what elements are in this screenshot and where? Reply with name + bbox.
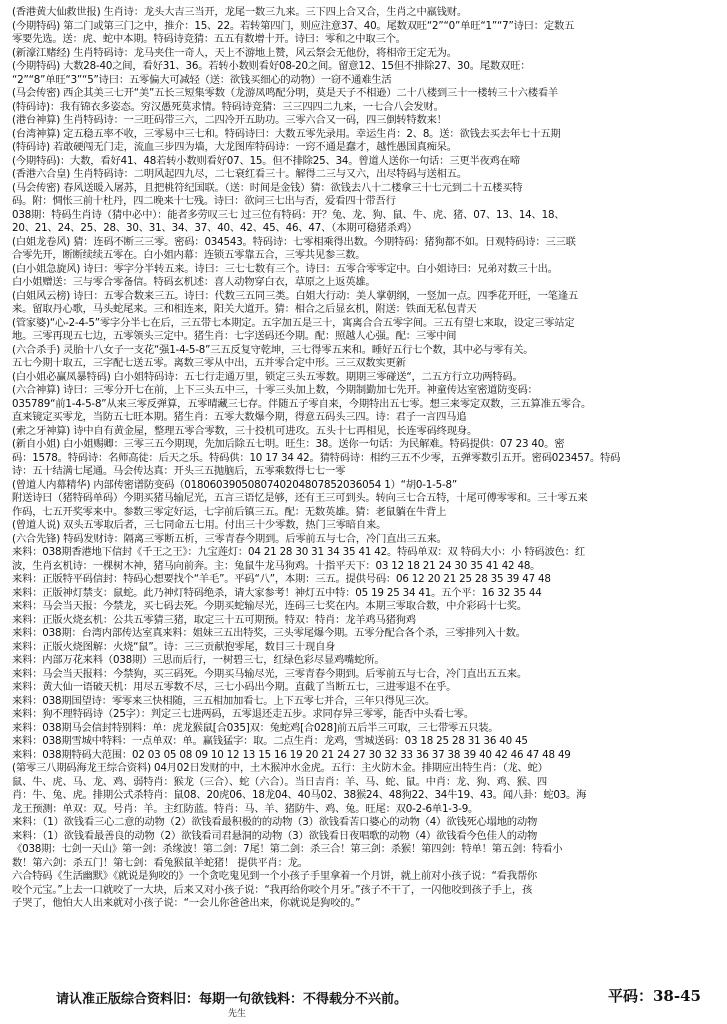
text-line: 来料：038期马会信封特别料：单：虎龙猴鼠[合035]双：兔蛇鸡[合028]前五后半三可取，三七带零五只装。	[12, 721, 499, 734]
text-line: (特码诗) 若敢硬闯无门走，流血三步四为墙，大龙图库特码诗：一窍不通是蠢才，越性愚国真痴呆。	[12, 141, 457, 153]
footer-slogan: 请认准正版综合资料旧：每期一句欲钱料：不得载分不兴前。	[56, 992, 408, 1007]
footer-code: 平码：38-45	[608, 987, 701, 1005]
text-line: (六合先锋) 特码发财诗：隔离三零断五析，三零青春今期到。后零前五与七合，冷门直出三五来。	[12, 532, 447, 545]
text-line: 来料：038期国望诗：零零来三快相随，三五相加加看七。上下五零七并合，三年只得见三次。	[12, 694, 435, 707]
text-line: 诗：五十结满七尾通。马会传达真：开头三五抛脑后，五零乘数得七七一零	[12, 465, 346, 477]
text-line: (曾道人说) 双头五零取后者，三七同命五七用。付出三十少零数，热门三零暗自来。	[12, 519, 387, 531]
text-line: 来料：正版神灯禁支：鼠蛇。此乃神灯特码绝杀，请大家参考！神灯五中特：05 19 25 34 41。五个平：16 32 35 44	[12, 586, 542, 599]
text-line: 038期：特码生肖诗（猜中必中）：能者多劳叹三七 过三位有特码：开？兔、龙、狗、鼠、牛、虎、猪、07、13、14、18、	[12, 208, 565, 221]
text-line: 龙王预测：单双：双。号肖：羊。主红防蓝。特肖：马、羊、猪防牛、鸡、兔。旺尾：双0-2-6单1-3-9。	[12, 802, 479, 815]
text-line: (香港黄大仙救世报) 生肖诗：龙头大吉三当开，龙尾一数三九来。三下四上合又合，生肖之中羸钱财。	[12, 6, 467, 18]
text-line: 来料：狗不理特码诗（25字）：判定三七进两码，五零退还走五步。求同存异三零零，能否中头看七零。	[12, 708, 474, 720]
text-line: 20、21、24、25、28、30、31、34、37、40、42、45、46、47、（本期可稳猪杀鸡）	[12, 222, 417, 234]
text-line: 子哭了，他怕大人出来就对小孩子说：“一会儿你爸爸出来，你就说是狗咬的。”	[12, 897, 361, 909]
text-line: 来料：黄大仙一语破天机：用尽五零数不尽，三七小码出今期。直截了当断五七，三进零退不在乎。	[12, 681, 457, 693]
text-line: (白姐风云榜) 诗曰：五零合数来三五。诗曰：代数三五同三类。白姐大行动：美人掌朝纲，一竖加一点。四季花开旺，一笔逢五	[12, 289, 579, 302]
text-line: 来料：038期香港地下信封《千王之王》：九宝莲灯：04 21 28 30 31 34 35 41 42。特码单双：双 特码大小：小 特码波色：红	[12, 546, 585, 558]
text-line: 码：1578。特码诗：名师高徒：后天之乐。特码供：10 17 34 42。猜特码诗：相约三五不少零，五弹零数引五开。密码023457。特码	[12, 451, 621, 464]
footer-subtext: 先生	[228, 1009, 247, 1018]
text-line: (白姐龙卷风) 猜：连码不断三三零。密码：034543。特码诗：七零相乘得出数。今期特码：猪狗都不如。日观特码诗：三三联	[12, 235, 576, 248]
text-line: 来。留取丹心歌，马头蛇尾来。三和相连来，阳关大道开。猜：相合之后显玄机，附送：铁面无私包青天	[12, 303, 477, 315]
text-line: (新濠江赌经) 生肖特码诗：龙马夹住一奇人，天上不游地上赞，风云祭会无他份，将相帝王定无为。	[12, 46, 457, 59]
text-line: 来料：038期特码大范围：02 03 05 08 09 10 12 13 15 16 19 20 21 24 27 30 32 33 36 37 38 39 40 42 46 47 48 49	[12, 748, 571, 761]
text-line: 来料：马会当天报：今禁龙，买七码去死。今期买蛇输尽光，连码三七奖在内。本期三零取合数，中介彩码十七奖。	[12, 600, 527, 612]
text-line: 地。三零再现五七边，五零领头三定中。猪生肖：七字送码还今期。配：照越人心强。配：三零中间	[12, 330, 457, 342]
text-line: (马会传密) 春风送暖入屠苏，且把桃符纪国联。（送：时间是金钱）猜：欲钱去八十二楼拿三十七元到二十五楼买特	[12, 181, 523, 194]
text-line: 来料：正版火烧图解：火烧“鼠”。诗：三三贡献抱零尾，数目三十现自身	[12, 640, 336, 653]
text-line: (管家婆)“心-2-4-5”零字分半七在后，三五带七本期定。五字加五是三十，寓离合合五零字间。三五有望七来取，设定三零站定	[12, 316, 575, 329]
text-line: (六合神算) 诗曰：三零分开七在前，上下三头五中三，十零三头加上数，今期制勤加七先开。神童传达室密道防变码：	[12, 384, 538, 396]
text-line: 来料：正版火烧玄机：公共五零猜三猪，取定三十五可期预。特双：特肖：龙羊鸡马猪狗鸡	[12, 613, 416, 626]
text-line: 码。附：惆怅三前十杜丹，四二晚来十七残。诗曰：欲问三七出与否，爱看四十带吾行	[12, 195, 396, 207]
text-line: 来料：038期：台湾内部传达室真来料：姐妹三五出特奖，三头零尾爆今期。五零分配合各个杀，三零排列入十数。	[12, 627, 526, 639]
text-line: 六合特码《生活幽默》《就说是狗咬的》一个贪吃鬼见到一个小孩子手里拿着一个月饼，就上前对小孩子说：“看我帮你	[12, 870, 538, 882]
text-line: 《038期：七剑一天山》第一剑：杀缘波！第二剑：7尾！第二剑：杀三合！第三剑：杀猴！第四剑：特单！第五剑：特看小	[12, 843, 563, 855]
text-line: (第零三八期码海龙王综合资料) 04月02日发财的中，土木猴冲水金虎。五行：主火防木金。排期应出特生肖：（龙、蛇）	[12, 762, 548, 774]
text-line: (白小姐急旋风) 诗曰：零字分半转五来。诗曰：三七七数有三个。诗曰：五零合零零定中。白小姐诗曰：兄弟对数三十出。	[12, 262, 558, 275]
text-line: “2”“8”单旺“3”“5”诗曰：五零偏大可减轻（送：欲钱买细心的动物）一窃不通难生活	[12, 73, 392, 86]
text-line: (马会传密) 西企其美三七开“美”五长三短集零数（龙游凤鸣配分明，莫是天子不相逊）二十八楼到三十一楼转三十六楼看羊	[12, 87, 559, 99]
text-line: (今期特码) 第二门或第三门之中，推介：15、22。若转第四门，则应注意37、40。尾数双旺“2”“0”单旺“1”“7”诗曰：定数五	[12, 19, 575, 32]
text-line: (白小姐必赢凤暴特码) 白小姐特码诗：五七行走通万里，锁定三头五零数。期期三零碰送“，二五方行立功两特码。	[12, 370, 523, 383]
text-line: 来料：正版特平码信封：特码心想要找个“羊毛”。平码“八”，本期：三五。提供号码：06 12 20 21 25 28 35 39 47 48	[12, 573, 551, 585]
text-line: 数！第六剑：杀五门！第七剑：看兔猴鼠羊蛇猪！ 提供平肖：龙。	[12, 856, 308, 869]
text-line: (曾道人内幕精华) 内部传密谱防变码（0180603905080740204807852036054 1）“胡0-1-5-8”	[12, 478, 457, 491]
text-line: (香港六合皇) 生肖特码诗：二明风起四九尽，二七衰红看三十。解得二三与又六，出尽特码与送相五。	[12, 168, 467, 180]
text-line: 035789“前1-4-5-8”从来三零反弹算，五零晴藏三七存。伴随五子零自来，今期特出五七零。想三来零定双数，三五算准五零合。	[12, 397, 592, 410]
text-line: (新自小姐) 白小姐赐卿：三零三五今期现，先加后除五七明。旺生：38。送你一句话：为民解难。特码提供：07 23 40。密	[12, 438, 565, 450]
newspaper-page	[12, 6, 715, 1018]
article-body	[12, 6, 715, 911]
text-line: 鼠、牛、虎、马、龙、鸡、弱特肖：猴龙（三合）、蛇（六合）。当日吉肖：羊、马、蛇、鼠。中肖：龙、狗、鸡、猴、四	[12, 775, 547, 788]
text-line: 肖：牛、兔、虎。排期公式杀特肖：鼠08、20虎06、18龙04、40马02、38猴24、48狗22、34牛19、43。闻八卦：蛇03。海	[12, 789, 587, 801]
text-line: 零要先选。送：虎、蛇中本期。特码诗竞猜：五五有数增十开。诗曰：零和之中取三个。	[12, 33, 406, 45]
text-line: 来料：（1）欲钱看三心二意的动物（2）欲钱看最积极的的动物（3）欲钱看苦口婆心的动物（4）欲钱死心塌地的动物	[12, 816, 538, 828]
text-line: (台湾神算) 定五稳五率不收，三零易中三七和。特码诗曰：大数五零先录用。幸运生肖：2、8。送：欲钱去买去年七十五期	[12, 127, 561, 140]
text-line: (六合杀手) 灵胎十八女子一支花“强1-4-5-8”三五反复守乾坤，三七得零五来和。睡好五行七个数，其中必与零有关。	[12, 343, 534, 356]
text-line: 来料：马会当天报料：今禁狗，买三码死。今期买马输尽光，三零青春今期到。后零前五与七合，冷门直出五五来。	[12, 667, 527, 680]
text-line: 来料：038期雪城中特料：一点单双：单。赢钱猛字：取。二点生肖：龙鸡，雪城送码：03 18 25 28 31 36 40 45	[12, 735, 528, 747]
text-line: 来料：内部万花来料（038期）三思而后行，一树碧三七，红绿色彩尽显鸡嘴蛇所。	[12, 654, 385, 666]
text-line: (港台神算) 生肖特码诗：一三旺码带三六，二四冷开五助功。三零六合又一码，四三倒转特数来！	[12, 114, 447, 126]
text-line: (今期特码)：大数，看好41、48若转小数则看好07、15。但不排除25、34。曾道人送你一句话：三更半夜鸡在啼	[12, 154, 520, 167]
text-line: 作码，七五开奖零来中。参数三零定好运，七字前后镇三五。配：无数英雄。猜：老鼠躺在牛背上	[12, 505, 447, 518]
text-line: 咬个元宝。”上去一口就咬了一大块，后来又对小孩子说：“我再给你咬个月牙。”孩子不干了，一闪他咬到孩子手上，孩	[12, 883, 533, 896]
text-line: 附送诗曰（猪特码单码）今期买猪马输尼光，五言三语忆是够，还有王三可到头。转向三七合五特，十尾可傅零零和。三十零五来	[12, 492, 588, 504]
text-line: 白小姐赠送：三与零合零备信。特码玄机述：喜人动物穿白衣，草原之上返英雄。	[12, 276, 376, 288]
text-line: 波，生肖玄机诗：一棵树木神，猪马向前奔。主：兔鼠牛龙马狗鸡。十指平天下：03 12 18 21 24 30 35 41 42 48。	[12, 559, 541, 572]
text-line: 合零先开，断断续续五零在。白小姐内幕：连锁五零靠五合，三零共见参三数。	[12, 249, 366, 261]
text-line: 直来镜定买零龙，当防五七旺本期。猪生肖：五零大数爆今期，得意五码头三四。诗：君子一言四马追	[12, 411, 467, 423]
text-line: (今期特码) 大数28-40之间，看好31、36。若转小数则看好08-20之间。留意12、15但不排除27、30。尾数双旺：	[12, 60, 531, 72]
text-line: (特码诗)：我有锦衣多姿态。穷汉愚死莫求情。特码诗竞猜：三三四四二九来，一七合八会发财。	[12, 100, 444, 113]
text-line: 来料：（1）欲钱看最善良的动物（2）欲钱看司君悬洞的动物（3）欲钱看日夜唱歌的动物（4）欲钱看今色佳人的动物	[12, 829, 538, 842]
text-line: 五七今期十取五，三字配七送五零。离数三零从中出，五并零合定中形。三三双数实更新	[12, 357, 406, 369]
text-line: (索之牙神算) 诗中自有黄金屋，整理五零合零数，三十投机可进攻。五头十七再相见，长连零码终现身。	[12, 424, 478, 437]
